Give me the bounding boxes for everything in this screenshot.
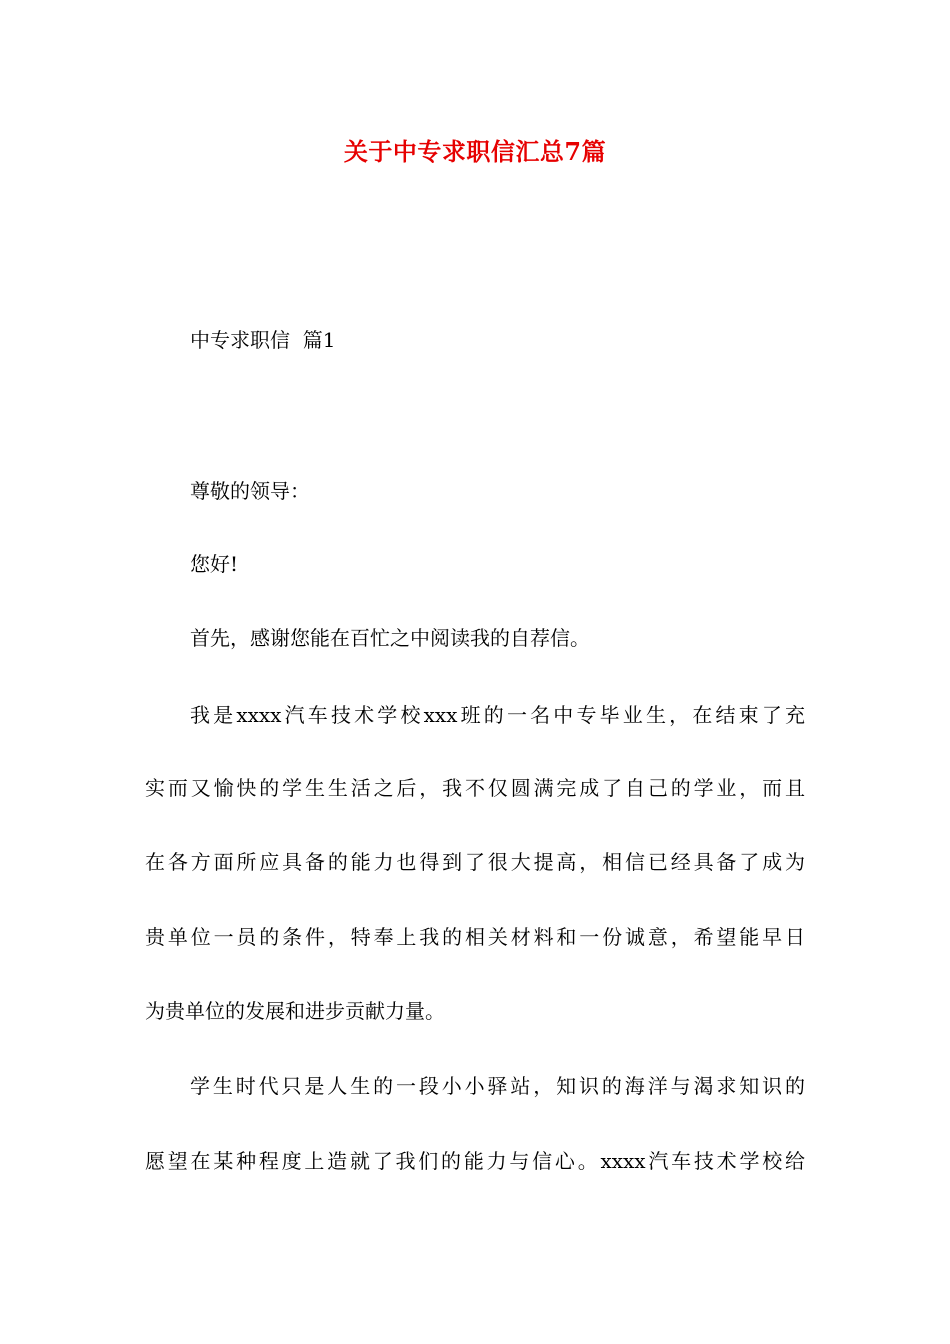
paragraph-2-line: 我是xxxx汽车技术学校xxx班的一名中专毕业生，在结束了充 <box>190 703 805 727</box>
salutation: 尊敬的领导： <box>190 479 310 503</box>
greeting: 您好! <box>190 552 239 576</box>
paragraph-3-line: 学生时代只是人生的一段小小驿站，知识的海洋与渴求知识的 <box>190 1074 805 1098</box>
paragraph-2-line: 为贵单位的发展和进步贡献力量。 <box>145 999 445 1023</box>
paragraph-2-line: 贵单位一员的条件，特奉上我的相关材料和一份诚意，希望能早日 <box>145 925 805 949</box>
paragraph-2-line: 在各方面所应具备的能力也得到了很大提高，相信已经具备了成为 <box>145 850 805 874</box>
paragraph-1: 首先，感谢您能在百忙之中阅读我的自荐信。 <box>190 626 590 650</box>
document-title: 关于中专求职信汇总7篇 <box>343 137 607 166</box>
section-heading: 中专求职信 篇1 <box>190 328 336 352</box>
paragraph-2-line: 实而又愉快的学生生活之后，我不仅圆满完成了自己的学业，而且 <box>145 776 805 800</box>
paragraph-3-line: 愿望在某种程度上造就了我们的能力与信心。xxxx汽车技术学校给 <box>145 1149 805 1173</box>
